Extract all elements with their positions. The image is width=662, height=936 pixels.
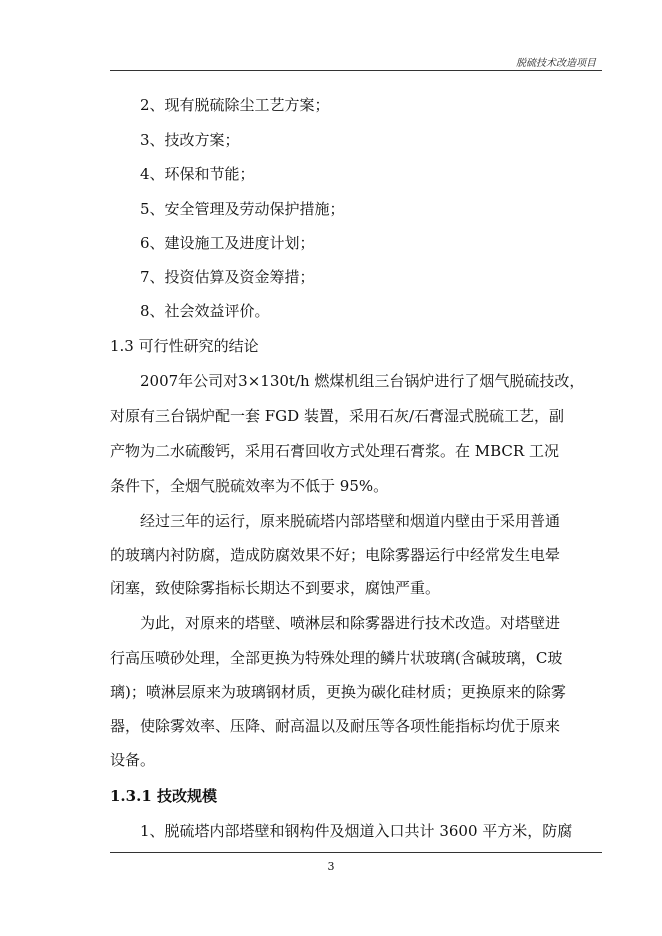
paragraph-line: 条件下，全烟气脱硫效率为不低于 95%。	[110, 477, 389, 495]
paragraph-line: 2007年公司对3×130t/h 燃煤机组三台锅炉进行了烟气脱硫技改，	[140, 372, 585, 390]
paragraph-line: 璃)；喷淋层原来为玻璃钢材质，更换为碳化硅材质；更换原来的除雾	[110, 683, 566, 701]
page-header	[110, 52, 602, 71]
footer-divider	[110, 852, 602, 853]
paragraph-line: 闭塞，致使除雾指标长期达不到要求，腐蚀严重。	[110, 579, 441, 597]
paragraph-line: 1、脱硫塔内部塔壁和钢构件及烟道入口共计 3600 平方米，防腐	[140, 822, 573, 840]
page-number: 3	[327, 860, 335, 873]
paragraph-line: 为此，对原来的塔壁、喷淋层和除雾器进行技术改造。对塔壁进	[140, 614, 561, 632]
paragraph-line: 行高压喷砂处理，全部更换为特殊处理的鳞片状玻璃(含碱玻璃，C玻	[110, 649, 563, 667]
list-item: 3、技改方案；	[140, 131, 240, 149]
paragraph-line: 产物为二水硫酸钙，采用石膏回收方式处理石膏浆。在 MBCR 工况	[110, 442, 559, 460]
list-item: 6、建设施工及进度计划；	[140, 234, 315, 252]
list-item: 2、现有脱硫除尘工艺方案；	[140, 96, 330, 114]
list-item: 8、社会效益评价。	[140, 302, 270, 320]
paragraph-line: 设备。	[110, 751, 156, 769]
paragraph-line: 对原有三台锅炉配一套 FGD 装置，采用石灰/石膏湿式脱硫工艺，副	[110, 407, 565, 425]
paragraph-line: 器，使除雾效率、压降、耐高温以及耐压等各项性能指标均优于原来	[110, 717, 561, 735]
header-title: 脱硫技术改造项目	[516, 58, 596, 69]
list-item: 4、环保和节能；	[140, 165, 255, 183]
list-item: 7、投资估算及资金筹措；	[140, 268, 315, 286]
list-item: 5、安全管理及劳动保护措施；	[140, 200, 345, 218]
paragraph-line: 的玻璃内衬防腐，造成防腐效果不好；电除雾器运行中经常发生电晕	[110, 546, 561, 564]
section-heading-1-3-1: 1.3.1 技改规模	[110, 787, 217, 805]
section-heading-1-3: 1.3 可行性研究的结论	[110, 337, 259, 355]
paragraph-line: 经过三年的运行，原来脱硫塔内部塔壁和烟道内壁由于采用普通	[140, 512, 561, 530]
